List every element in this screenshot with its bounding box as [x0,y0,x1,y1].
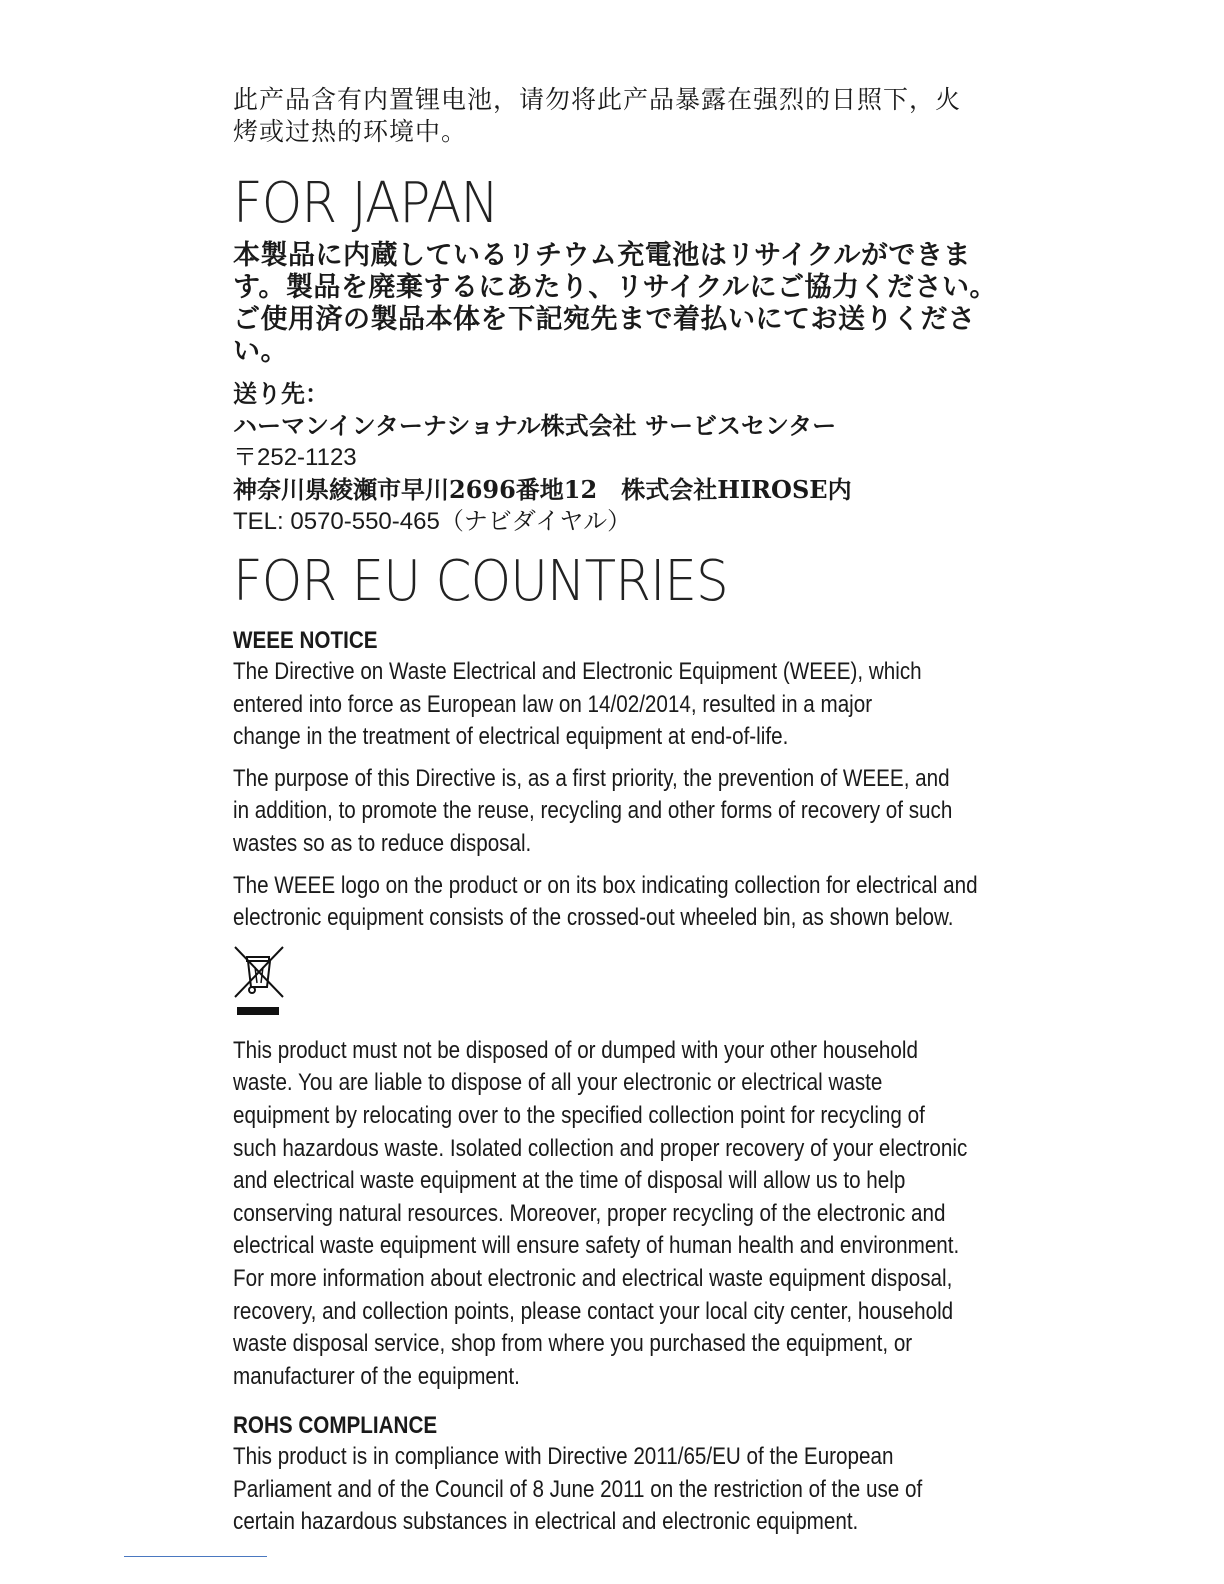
paragraph-line: such hazardous waste. Isolated collection and proper recovery of your electronic [233,1134,968,1162]
company-name: ハーマンインターナショナル株式会社 サービスセンター [233,411,837,440]
paragraph-line: electronic equipment consists of the crossed-out wheeled bin, as shown below. [233,904,954,932]
japan-notice-line: 本製品に内蔵しているリチウム充電池はリサイクルができま [233,240,971,271]
paragraph-line: electrical waste equipment will ensure safety of human health and environment. [233,1232,960,1260]
weee-heading: WEEE NOTICE [233,627,378,654]
paragraph-line: manufacturer of the equipment. [233,1362,520,1390]
paragraph-line: in addition, to promote the reuse, recycling and other forms of recovery of such [233,797,953,825]
paragraph-line: entered into force as European law on 14/02/2014, resulted in a major [233,690,873,718]
rohs-heading: ROHS COMPLIANCE [233,1412,438,1440]
paragraph-line: This product must not be disposed of or dumped with your other household [233,1036,918,1064]
paragraph-line: recovery, and collection points, please contact your local city center, household [233,1297,954,1325]
paragraph-line: change in the treatment of electrical equipment at end-of-life. [233,723,789,751]
china-notice-line: 此产品含有内置锂电池，请勿将此产品暴露在强烈的日照下，火 [233,85,962,114]
weee-paragraph [233,763,1013,861]
weee-section [233,626,1013,1393]
paragraph-line: and electrical waste equipment at the time of disposal will allow us to help [233,1167,906,1195]
crossed-out-wheeled-bin-icon [233,943,293,1023]
japan-notice-line: い。 [233,336,288,367]
paragraph-line: The WEEE logo on the product or on its box indicating collection for electrical and [233,871,978,899]
paragraph-line: waste disposal service, shop from where you purchased the equipment, or [233,1330,913,1358]
paragraph-line: wastes so as to reduce disposal. [233,829,532,857]
weee-paragraph [233,870,1013,935]
paragraph-line: Parliament and of the Council of 8 June 2011 on the restriction of the use of [233,1475,923,1503]
section-title-japan: FOR JAPAN [233,171,499,236]
paragraph-line: conserving natural resources. Moreover, proper recycling of the electronic and [233,1199,946,1227]
footer-divider [124,1556,267,1557]
send-to-label: 送り先： [233,379,329,408]
paragraph-line: equipment by relocating over to the specified collection point for recycling of [233,1101,925,1129]
paragraph-line: waste. You are liable to dispose of all your electronic or electrical waste [233,1069,883,1097]
paragraph-line: This product is in compliance with Directive 2011/65/EU of the European [233,1443,894,1471]
paragraph-line: The Directive on Waste Electrical and Electronic Equipment (WEEE), which [233,658,922,685]
section-title-eu: FOR EU COUNTRIES [233,549,728,614]
japan-notice-line: ご使用済の製品本体を下記宛先まで着払いにてお送りくださ [233,304,976,335]
japan-notice [233,240,1013,368]
japan-address-block [233,378,1013,538]
postal-code: 〒252-1123 [233,444,357,471]
weee-paragraph [233,656,1013,754]
weee-paragraph [233,1035,1013,1394]
paragraph-line: The purpose of this Directive is, as a first priority, the prevention of WEEE, and [233,764,950,792]
address: 神奈川県綾瀬市早川2696番地12 株式会社HIROSE内 [233,475,852,504]
rohs-section [233,1411,1013,1539]
paragraph-line: For more information about electronic and electrical waste equipment disposal, [233,1264,953,1292]
china-notice-line: 烤或过热的环境中。 [233,117,468,146]
china-notice [233,84,1013,148]
paragraph-line: certain hazardous substances in electrical and electronic equipment. [233,1508,859,1536]
telephone: TEL: 0570-550-465（ナビダイヤル） [233,508,632,535]
document-page [233,84,1013,1539]
japan-notice-line: す。製品を廃棄するにあたり、リサイクルにご協力ください。 [233,272,998,303]
